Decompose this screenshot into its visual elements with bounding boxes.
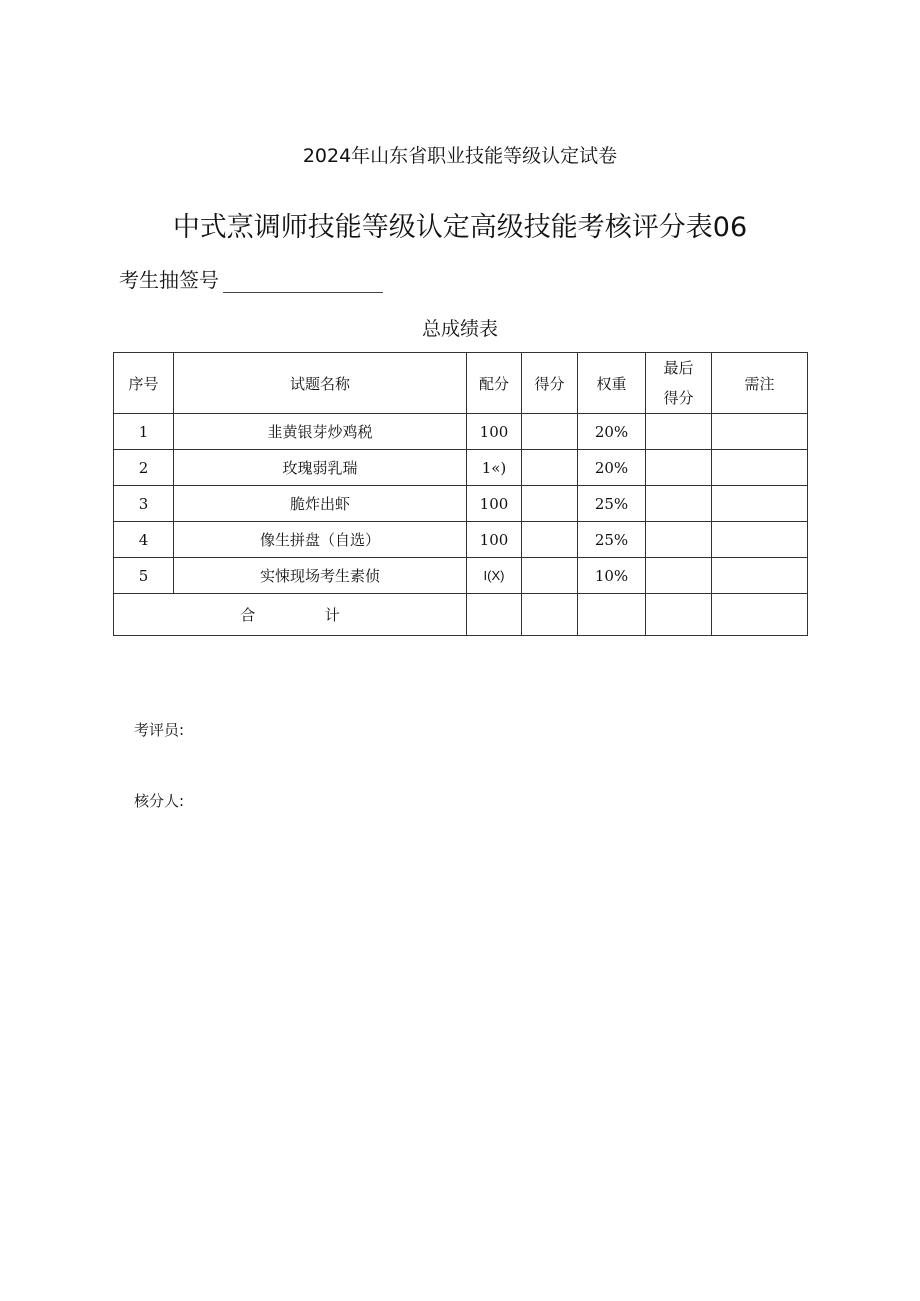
row-final-score-cell[interactable] <box>646 450 712 486</box>
total-label-part1: 合 <box>240 606 256 624</box>
row-remarks-cell[interactable] <box>712 558 808 594</box>
col-header-final-score-line2: 得分 <box>663 389 694 407</box>
total-label-part2: 计 <box>324 606 340 624</box>
row-remarks-cell[interactable] <box>712 486 808 522</box>
sheet-title: 中式烹调师技能等级认定高级技能考核评分表06 <box>172 212 748 243</box>
row-remarks-cell[interactable] <box>712 414 808 450</box>
draw-number-field <box>119 264 383 293</box>
row-name: 像生拼盘（自选） <box>174 522 467 558</box>
row-final-score-cell[interactable] <box>646 486 712 522</box>
row-score-cell[interactable] <box>522 414 578 450</box>
col-header-final-score <box>646 353 712 414</box>
row-name: 实悚现场考生素侦 <box>174 558 467 594</box>
table-row <box>114 450 808 486</box>
row-name: 玫瑰弱乳瑞 <box>174 450 467 486</box>
row-weight: 25% <box>578 522 646 558</box>
total-label <box>114 594 467 636</box>
row-index: 1 <box>114 414 174 450</box>
draw-number-blank <box>223 270 383 293</box>
row-index: 2 <box>114 450 174 486</box>
row-final-score-cell[interactable] <box>646 522 712 558</box>
table-row <box>114 558 808 594</box>
row-score-cell[interactable] <box>522 450 578 486</box>
total-row <box>114 594 808 636</box>
table-header-row <box>114 353 808 414</box>
col-header-final-score-line1: 最后 <box>663 359 694 377</box>
row-name: 脆炸出虾 <box>174 486 467 522</box>
table-row <box>114 414 808 450</box>
total-full-score-cell[interactable] <box>467 594 522 636</box>
row-final-score-cell[interactable] <box>646 414 712 450</box>
row-full-score: I(X) <box>467 558 522 594</box>
row-index: 4 <box>114 522 174 558</box>
row-full-score: 100 <box>467 486 522 522</box>
row-remarks-cell[interactable] <box>712 450 808 486</box>
total-score-cell[interactable] <box>522 594 578 636</box>
row-index: 3 <box>114 486 174 522</box>
exam-title: 2024年山东省职业技能等级认定试卷 <box>302 145 618 167</box>
row-final-score-cell[interactable] <box>646 558 712 594</box>
row-full-score: 100 <box>467 522 522 558</box>
col-header-remarks: 需注 <box>712 353 808 414</box>
row-score-cell[interactable] <box>522 522 578 558</box>
row-name: 韭黄银芽炒鸡税 <box>174 414 467 450</box>
row-weight: 25% <box>578 486 646 522</box>
table-caption: 总成绩表 <box>421 318 498 340</box>
examiner-signature: 考评员: <box>134 721 185 739</box>
total-final-score-cell[interactable] <box>646 594 712 636</box>
total-remarks-cell[interactable] <box>712 594 808 636</box>
row-score-cell[interactable] <box>522 558 578 594</box>
row-weight: 20% <box>578 414 646 450</box>
row-index: 5 <box>114 558 174 594</box>
row-weight: 20% <box>578 450 646 486</box>
table-row <box>114 522 808 558</box>
col-header-full-score: 配分 <box>467 353 522 414</box>
col-header-index: 序号 <box>114 353 174 414</box>
row-score-cell[interactable] <box>522 486 578 522</box>
total-weight-cell[interactable] <box>578 594 646 636</box>
row-full-score: 1«) <box>467 450 522 486</box>
verifier-signature: 核分人: <box>134 792 185 810</box>
score-table <box>113 352 808 636</box>
draw-number-label: 考生抽签号 <box>119 268 219 292</box>
row-remarks-cell[interactable] <box>712 522 808 558</box>
col-header-weight: 权重 <box>578 353 646 414</box>
table-row <box>114 486 808 522</box>
col-header-name: 试题名称 <box>174 353 467 414</box>
col-header-score: 得分 <box>522 353 578 414</box>
row-weight: 10% <box>578 558 646 594</box>
row-full-score: 100 <box>467 414 522 450</box>
